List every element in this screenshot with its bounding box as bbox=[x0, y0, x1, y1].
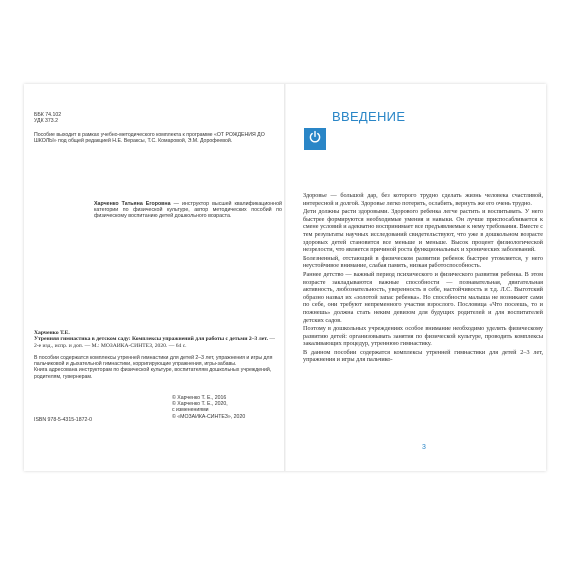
series-note: Пособие выходит в рамках учебно-методического комплекта к программе «ОТ РОЖДЕНИЯ ДО ШКОЛЫ» под общей редакцией Н.Е. Вераксы, Т.С. Комаровой, Э.М. Дорофеевой. bbox=[34, 132, 265, 145]
paragraph: Здоровье — большой дар, без которого трудно сделать жизнь человека счастливой, интересной и долгой. Здоровье легко потерять, ослабить, вернуть же его очень трудно. bbox=[303, 192, 543, 207]
paragraph: Болезненный, отстающий в физическом развитии ребенок быстрее утомляется, у него неустойчивое внимание, слабая память, низкая работоспособность. bbox=[303, 254, 543, 270]
paragraph: Дети должны расти здоровыми. Здорового ребенка легче растить и воспитывать. У него быстрее формируются необходимые умения и навыки. Он лучше приспосабливается к смене условий и адекватно воспринимает все предъявляемые к нему требования. Вместе с тем результаты научных исследований свидетельствуют, что уже в дошкольном возрасте здоровых детей становится все меньше и меньше. Высок процент физиологической незрелости, что является причиной роста функциональных и хронических заболеваний. bbox=[303, 208, 543, 254]
paragraph: Раннее детство — важный период психического и физического развития ребенка. В этом возрасте закладываются важные способности — познавательная, двигательная активность, любознательность, уверенность в себе, настойчивость и т.д. Л.С. Выготский образно назвал их «золотой запас ребенка». Но способности малыша не возникают сами по себе, они требуют непременного участия взрослого. Пословица «Что посеешь, то и пожнешь» должна стать неким девизом для будущих родителей и для воспитателей детских садов. bbox=[303, 270, 543, 324]
chapter-body bbox=[303, 192, 543, 365]
copyright-line: © Харченко Т. Е., 2020, bbox=[172, 401, 228, 408]
biblio-title: Утренняя гимнастика в детском саду: Комплексы упражнений для работы с детьми 2–3 лет. bbox=[34, 336, 268, 343]
left-page bbox=[24, 84, 285, 471]
copyright-line: © Харченко Т. Е., 2016 bbox=[172, 395, 227, 401]
author-info bbox=[94, 201, 282, 220]
power-icon bbox=[308, 130, 322, 149]
author-bio: — инструктор высшей квалификационной категории по физической культуре, автор методических пособий по физическому воспитанию детей дошкольного возраста. bbox=[94, 201, 282, 220]
bibliographic-record bbox=[34, 330, 279, 349]
book-spread bbox=[24, 84, 546, 471]
copyright-block bbox=[172, 395, 282, 420]
author-name: Харченко Татьяна Егоровна bbox=[94, 201, 171, 207]
udk-code: УДК 373.2 bbox=[34, 118, 59, 125]
isbn: ISBN 978-5-4315-1872-0 bbox=[34, 417, 92, 423]
biblio-publication: — 2-е изд., испр. и доп. — М.: МОЗАИКА-СИНТЕЗ, 2020. — 64 с. bbox=[34, 336, 275, 349]
copyright-line: © «МОЗАИКА-СИНТЕЗ», 2020 bbox=[172, 413, 246, 420]
right-page bbox=[285, 84, 546, 471]
paragraph: В данном пособии содержатся комплексы утренней гимнастики для детей 2–3 лет, упражнения и игры для пальчико- bbox=[303, 348, 543, 364]
paragraph: Поэтому в дошкольных учреждениях особое внимание необходимо уделять физическому развитию детей: организовывать занятия по физической культуре, проводить комплексы закаливающих процедур, утреннюю гимнастику. bbox=[303, 325, 543, 348]
classification-codes bbox=[34, 112, 61, 124]
page-number: 3 bbox=[422, 444, 426, 451]
chapter-title: ВВЕДЕНИЕ bbox=[332, 109, 406, 124]
annotation-contents: В пособии содержатся комплексы утренней гимнастики для детей 2–3 лет, упражнения и игры для пальчиковой и дыхательной гимнастики, корригирующие упражнения, игры-забавы. bbox=[34, 355, 273, 368]
annotation bbox=[34, 355, 279, 380]
copyright-line: с изменениями bbox=[172, 407, 209, 414]
chapter-badge bbox=[304, 128, 326, 150]
biblio-author: Харченко Т.Е. bbox=[34, 330, 70, 336]
bbk-code: ББК 74.102 bbox=[34, 112, 62, 118]
annotation-audience: Книга адресована инструкторам по физической культуре, воспитателям дошкольных учреждений, родителям, гувернерам. bbox=[34, 367, 272, 380]
